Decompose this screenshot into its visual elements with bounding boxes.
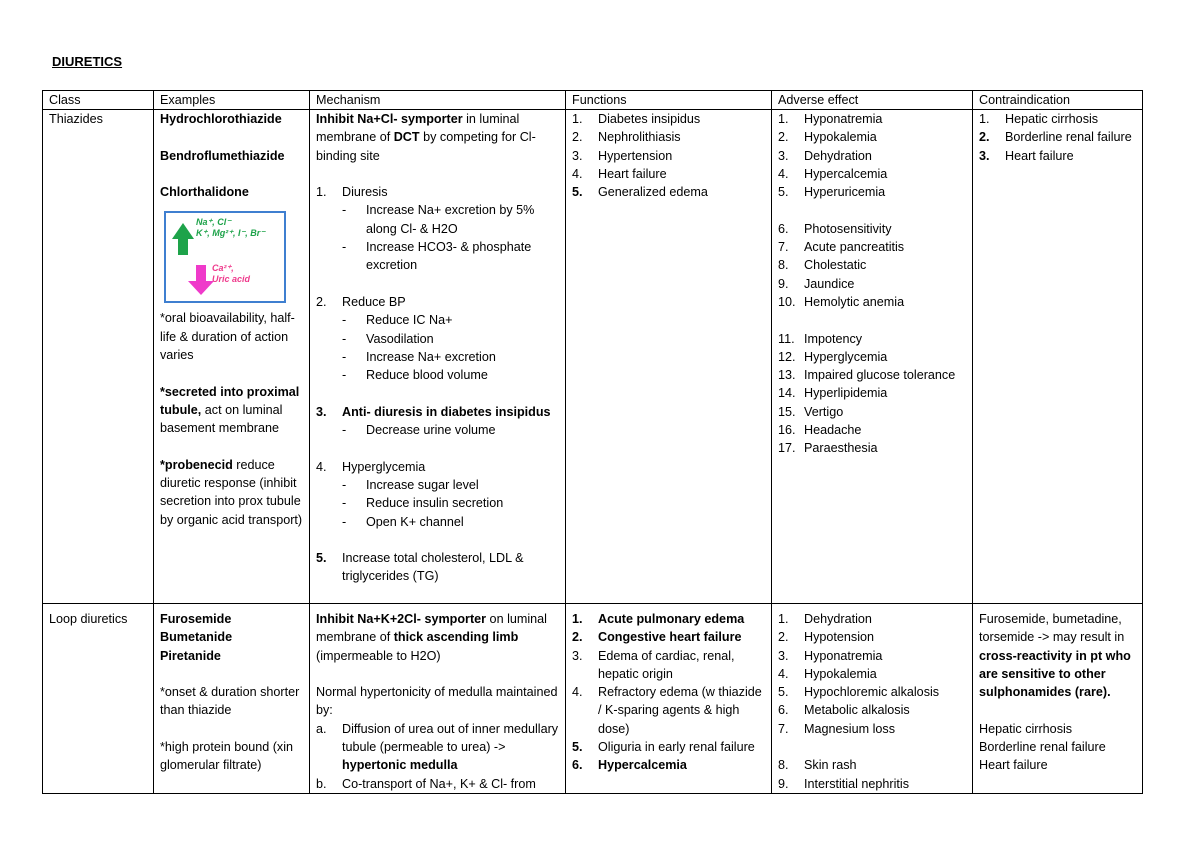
item-text: Hypokalemia bbox=[804, 666, 877, 681]
header-examples: Examples bbox=[154, 91, 310, 110]
note: *oral bioavailability, half-life & duration of action varies bbox=[160, 311, 295, 363]
item-text: Hypercalcemia bbox=[804, 166, 888, 181]
list-item: 17. Paraesthesia bbox=[778, 439, 968, 457]
sub-item: - Increase sugar level bbox=[316, 476, 561, 494]
list-item: 12. Hyperglycemia bbox=[778, 348, 968, 366]
sub-item: - Reduce insulin secretion bbox=[316, 494, 561, 512]
item-text: Oliguria in early renal failure bbox=[598, 740, 755, 755]
item-text: Edema of cardiac, renal, hepatic origin bbox=[598, 648, 735, 681]
sub-text: Increase sugar level bbox=[366, 477, 479, 492]
drug-name: Hydrochlorothiazide bbox=[160, 112, 282, 126]
mechanism-cell bbox=[310, 110, 566, 604]
note bbox=[160, 456, 305, 529]
sub-text: Reduce blood volume bbox=[366, 368, 488, 383]
sub-text: Decrease urine volume bbox=[366, 423, 496, 438]
list-item: 7. Acute pancreatitis bbox=[778, 238, 968, 256]
sub-item: - Increase Na+ excretion by 5% along Cl- & H2O bbox=[316, 201, 561, 238]
list-item: 2. Borderline renal failure bbox=[979, 128, 1138, 146]
list-item: 11. Impotency bbox=[778, 330, 968, 348]
class-cell bbox=[43, 604, 154, 794]
item-text: Hyperglycemia bbox=[804, 349, 888, 364]
list-item: 1. Hyponatremia bbox=[778, 110, 968, 128]
class-name: Thiazides bbox=[49, 112, 103, 126]
sub-item: - Increase HCO3- & phosphate excretion bbox=[316, 238, 561, 275]
list-item: 2. Hypokalemia bbox=[778, 128, 968, 146]
item-text: Headache bbox=[804, 423, 862, 438]
ion-excretion-diagram bbox=[164, 211, 286, 303]
list-item: a. Diffusion of urea out of inner medullary tubule (permeable to urea) -> hypertonic medulla bbox=[316, 720, 561, 775]
examples-cell bbox=[154, 110, 310, 604]
functions-cell bbox=[566, 604, 772, 794]
adverse-cell bbox=[772, 110, 973, 604]
item-text: Hyponatremia bbox=[804, 112, 883, 126]
list-item: 3. Dehydration bbox=[778, 147, 968, 165]
sub-text: Reduce IC Na+ bbox=[366, 313, 453, 328]
item-text: Refractory edema (w thiazide / K-sparing agents & high dose) bbox=[598, 685, 762, 736]
ions-line: K⁺, Mg²⁺, I⁻, Br⁻ bbox=[196, 228, 265, 239]
list-item: 3. Edema of cardiac, renal, hepatic origin bbox=[572, 647, 767, 684]
item-text: Congestive heart failure bbox=[598, 630, 742, 645]
item-text: Hypertension bbox=[598, 148, 673, 163]
list-item: 5. Increase total cholesterol, LDL & triglycerides (TG) bbox=[316, 549, 561, 586]
item-text: Heart failure bbox=[598, 166, 667, 181]
item-text: Jaundice bbox=[804, 276, 855, 291]
item-text: Dehydration bbox=[804, 612, 872, 626]
list-item: 15. Vertigo bbox=[778, 403, 968, 421]
list-item: 9. Jaundice bbox=[778, 275, 968, 293]
contra-item: Hepatic cirrhosis bbox=[979, 721, 1073, 736]
contraindication-cell bbox=[973, 604, 1143, 794]
item-text: Acute pancreatitis bbox=[804, 240, 905, 255]
document-title: DIURETICS bbox=[52, 54, 123, 69]
item-text: Anti- diuresis in diabetes insipidus bbox=[342, 404, 551, 419]
list-item: 6. Hypercalcemia bbox=[572, 756, 767, 774]
item-text: Heart failure bbox=[1005, 148, 1074, 163]
mechanism-cell bbox=[310, 604, 566, 794]
contra-item: Heart failure bbox=[979, 758, 1048, 773]
list-item: 3. Anti- diuresis in diabetes insipidus bbox=[316, 403, 561, 421]
list-item: 7. Magnesium loss bbox=[778, 720, 968, 738]
note-text: reduce diuretic response (inhibit secretion into prox tubule by organic acid transport) bbox=[160, 457, 303, 527]
decreased-ions-label bbox=[212, 263, 250, 285]
list-item: 1. Acute pulmonary edema bbox=[572, 610, 767, 628]
item-text: Interstitial nephritis bbox=[804, 776, 909, 791]
note-bold: *secreted into proximal tubule, bbox=[160, 384, 300, 417]
list-item: 5. Hypochloremic alkalosis bbox=[778, 683, 968, 701]
list-item: 4. Hypercalcemia bbox=[778, 165, 968, 183]
intro-text: (impermeable to H2O) bbox=[316, 648, 441, 663]
list-item: 3. Heart failure bbox=[979, 147, 1138, 165]
item-text: Impotency bbox=[804, 331, 863, 346]
list-item: 3. Hypertension bbox=[572, 147, 767, 165]
drug-name: Chlorthalidone bbox=[160, 185, 249, 200]
list-item: 16. Headache bbox=[778, 421, 968, 439]
sub-text: Increase Na+ excretion by 5% along Cl- & H2O bbox=[366, 203, 535, 236]
intro-text: by competing for Cl- binding site bbox=[316, 130, 536, 163]
item-bold: hypertonic medulla bbox=[342, 758, 458, 773]
list-item: 9. Interstitial nephritis bbox=[778, 775, 968, 793]
item-text: Hypokalemia bbox=[804, 130, 877, 145]
adverse-cell bbox=[772, 604, 973, 794]
sub-item: - Reduce blood volume bbox=[316, 366, 561, 384]
list-item: 14. Hyperlipidemia bbox=[778, 384, 968, 402]
list-item: 2. Hypotension bbox=[778, 628, 968, 646]
item-text: Hyponatremia bbox=[804, 648, 883, 663]
contra-part: Furosemide, bumetadine, torsemide -> may result in bbox=[979, 612, 1125, 645]
intro-text: in luminal membrane of bbox=[316, 112, 520, 145]
down-arrow-icon bbox=[188, 265, 214, 295]
item-text: Photosensitivity bbox=[804, 221, 892, 236]
item-text: Hypercalcemia bbox=[598, 758, 687, 773]
list-item: 8. Skin rash bbox=[778, 756, 968, 774]
contra-text bbox=[979, 610, 1138, 701]
item-text: Paraesthesia bbox=[804, 441, 878, 456]
list-item: 2. Congestive heart failure bbox=[572, 628, 767, 646]
item-text: Reduce BP bbox=[342, 294, 406, 309]
intro-bold: Inhibit Na+K+2Cl- symporter bbox=[316, 612, 487, 626]
list-item: 6. Photosensitivity bbox=[778, 220, 968, 238]
header-row bbox=[43, 91, 1143, 110]
item-text: Nephrolithiasis bbox=[598, 130, 681, 145]
item-text: Skin rash bbox=[804, 758, 857, 773]
contraindication-cell bbox=[973, 110, 1143, 604]
drug-name: Furosemide bbox=[160, 612, 232, 626]
note bbox=[160, 383, 305, 438]
class-name: Loop diuretics bbox=[49, 612, 128, 626]
item-text: Dehydration bbox=[804, 148, 872, 163]
item-text: Generalized edema bbox=[598, 185, 708, 200]
item-text: Impaired glucose tolerance bbox=[804, 368, 956, 383]
note: *onset & duration shorter than thiazide bbox=[160, 685, 300, 718]
header-adverse-effect: Adverse effect bbox=[772, 91, 973, 110]
header-mechanism: Mechanism bbox=[310, 91, 566, 110]
sub-item: - Reduce IC Na+ bbox=[316, 311, 561, 329]
drug-name: Bendroflumethiazide bbox=[160, 148, 285, 163]
item-text: Diabetes insipidus bbox=[598, 112, 701, 126]
item-text: Hyperuricemia bbox=[804, 185, 886, 200]
item-text: Hyperlipidemia bbox=[804, 386, 888, 401]
table-row bbox=[43, 604, 1143, 794]
list-item: 2. Nephrolithiasis bbox=[572, 128, 767, 146]
header-contraindication: Contraindication bbox=[973, 91, 1143, 110]
functions-cell bbox=[566, 110, 772, 604]
sub-text: Reduce insulin secretion bbox=[366, 496, 504, 511]
table-row bbox=[43, 110, 1143, 604]
drug-name: Bumetanide bbox=[160, 630, 233, 645]
sub-item: - Open K+ channel bbox=[316, 513, 561, 531]
intro-bold: DCT bbox=[393, 130, 420, 145]
header-functions: Functions bbox=[566, 91, 772, 110]
mechanism-intro bbox=[316, 110, 561, 165]
list-item: 5. Hyperuricemia bbox=[778, 183, 968, 201]
contra-item: Borderline renal failure bbox=[979, 740, 1106, 755]
class-cell bbox=[43, 110, 154, 604]
item-text bbox=[342, 720, 561, 775]
item-text: Metabolic alkalosis bbox=[804, 703, 910, 718]
list-item: 1. Diabetes insipidus bbox=[572, 110, 767, 128]
ions-line: Uric acid bbox=[212, 274, 251, 285]
contra-bold: cross-reactivity in pt who are sensitive to other sulphonamides (rare). bbox=[979, 648, 1131, 700]
item-text: Vertigo bbox=[804, 404, 844, 419]
note: *high protein bound (xin glomerular filtrate) bbox=[160, 740, 294, 773]
increased-ions-label bbox=[196, 217, 265, 239]
item-text: Diuresis bbox=[342, 185, 388, 200]
list-item: 6. Metabolic alkalosis bbox=[778, 701, 968, 719]
item-part: Diffusion of urea out of inner medullary tubule (permeable to urea) -> bbox=[342, 721, 559, 755]
up-arrow-icon bbox=[172, 223, 194, 255]
sub-text: Vasodilation bbox=[366, 331, 434, 346]
examples-cell bbox=[154, 604, 310, 794]
item-text: Cholestatic bbox=[804, 258, 867, 273]
intro-bold: thick ascending limb bbox=[393, 630, 519, 645]
item-text: Hypotension bbox=[804, 630, 875, 645]
item-text: Acute pulmonary edema bbox=[598, 612, 745, 626]
list-item: 10. Hemolytic anemia bbox=[778, 293, 968, 311]
ions-line: Na⁺, Cl⁻ bbox=[196, 217, 232, 228]
list-item: 4. Refractory edema (w thiazide / K-sparing agents & high dose) bbox=[572, 683, 767, 738]
note-text: act on luminal basement membrane bbox=[160, 402, 283, 436]
item-text: Magnesium loss bbox=[804, 721, 895, 736]
sub-item: - Increase Na+ excretion bbox=[316, 348, 561, 366]
item-text: Hypochloremic alkalosis bbox=[804, 685, 940, 700]
item-text: Increase total cholesterol, LDL & triglycerides (TG) bbox=[342, 551, 524, 584]
mechanism-intro bbox=[316, 610, 561, 665]
list-item: 4. Hypokalemia bbox=[778, 665, 968, 683]
list-item: 8. Cholestatic bbox=[778, 256, 968, 274]
intro-bold: Inhibit Na+Cl- symporter bbox=[316, 112, 463, 126]
list-item: 2. Reduce BP bbox=[316, 293, 561, 311]
mechanism-normal: Normal hypertonicity of medulla maintained by: bbox=[316, 685, 558, 718]
intro-text: on luminal membrane of bbox=[316, 612, 547, 645]
list-item: 5. Oliguria in early renal failure bbox=[572, 738, 767, 756]
list-item: 1. Diuresis bbox=[316, 183, 561, 201]
item-text: Co-transport of Na+, K+ & Cl- from bbox=[342, 776, 536, 791]
sub-item: - Vasodilation bbox=[316, 330, 561, 348]
item-text: Hemolytic anemia bbox=[804, 294, 905, 309]
list-item: b. Co-transport of Na+, K+ & Cl- from bbox=[316, 775, 561, 793]
list-item: 1. Dehydration bbox=[778, 610, 968, 628]
list-item: 4. Heart failure bbox=[572, 165, 767, 183]
sub-text: Increase Na+ excretion bbox=[366, 349, 496, 364]
note-bold: *probenecid bbox=[160, 457, 233, 472]
header-class: Class bbox=[43, 91, 154, 110]
sub-item: - Decrease urine volume bbox=[316, 421, 561, 439]
list-item: 3. Hyponatremia bbox=[778, 647, 968, 665]
item-text: Hepatic cirrhosis bbox=[1005, 112, 1099, 126]
list-item: 4. Hyperglycemia bbox=[316, 458, 561, 476]
list-item: 13. Impaired glucose tolerance bbox=[778, 366, 968, 384]
sub-text: Open K+ channel bbox=[366, 514, 464, 529]
item-text: Borderline renal failure bbox=[1005, 130, 1132, 145]
sub-text: Increase HCO3- & phosphate excretion bbox=[366, 240, 532, 273]
list-item: 5. Generalized edema bbox=[572, 183, 767, 201]
diuretics-table bbox=[42, 90, 1143, 794]
ions-line: Ca²⁺, bbox=[212, 263, 234, 274]
item-text: Hyperglycemia bbox=[342, 459, 426, 474]
list-item: 1. Hepatic cirrhosis bbox=[979, 110, 1138, 128]
drug-name: Piretanide bbox=[160, 648, 221, 663]
